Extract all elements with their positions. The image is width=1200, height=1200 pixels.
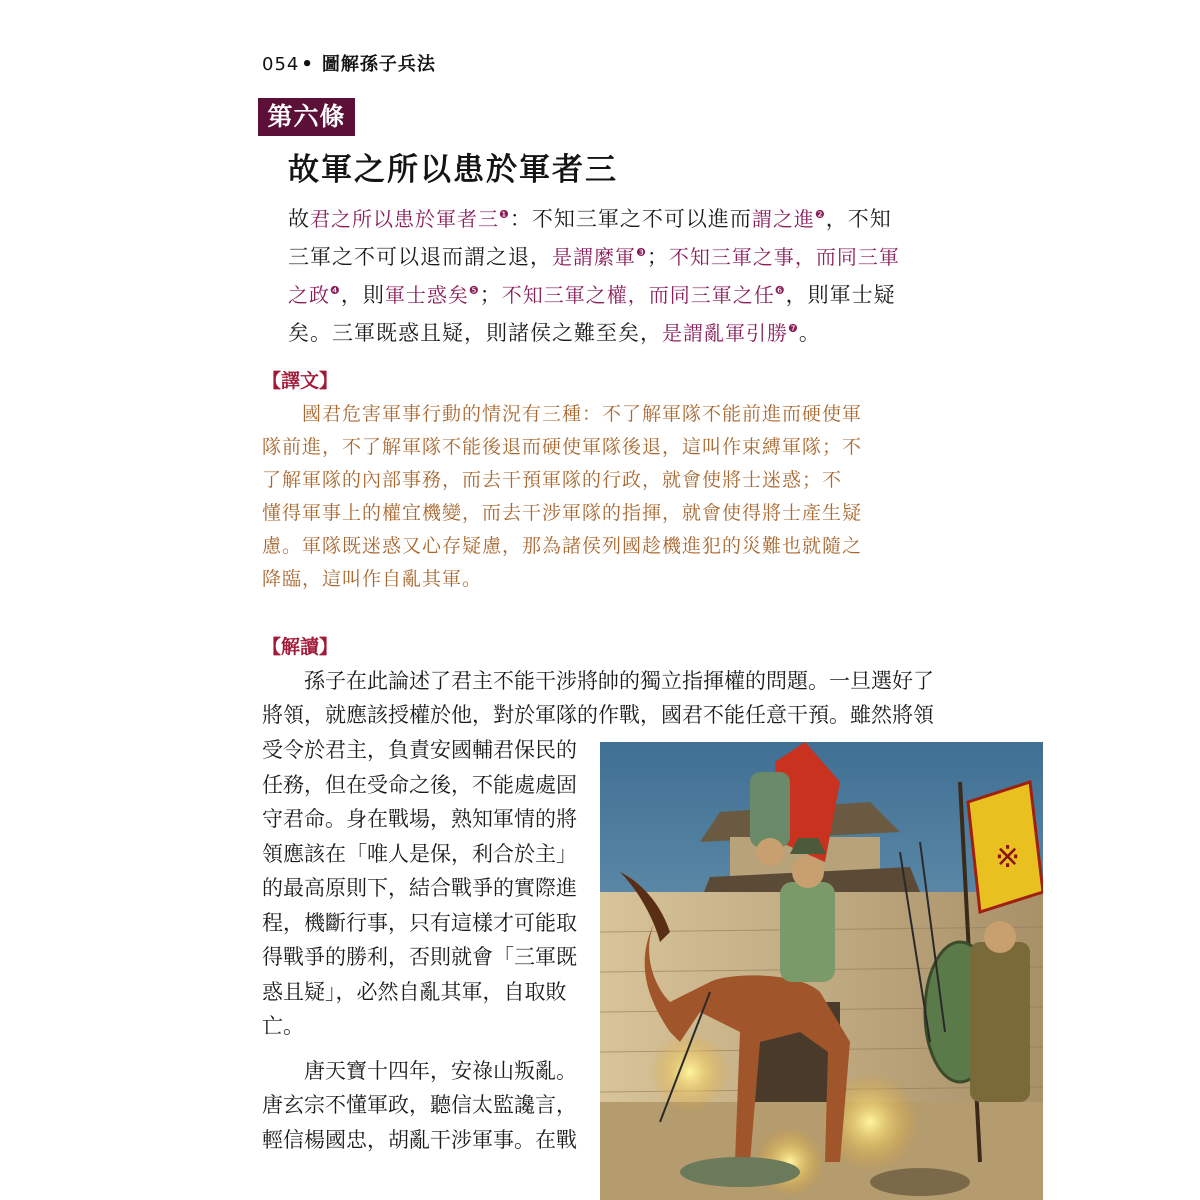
translation-line: 國君危害軍事行動的情況有三種：不了解軍隊不能前進而硬使軍 [262, 403, 863, 425]
reading-line: 唐天寶十四年，安祿山叛亂。 [262, 1058, 577, 1083]
book-title: 圖解孫子兵法 [321, 54, 436, 75]
battle-illustration-svg [600, 742, 1043, 1200]
battle-illustration [600, 742, 1043, 1200]
reading-intro [262, 664, 952, 732]
reading-heading: 【解讀】 [262, 636, 339, 658]
banner-character: ※ [995, 840, 1021, 875]
translation-line: 隊前進，不了解軍隊不能後退而硬使軍隊後退，這叫作束縛軍隊；不 [262, 436, 863, 458]
reading-line: 任務，但在受命之後，不能處處固 [262, 772, 577, 797]
reading-line: 惑且疑」，必然自亂其軍，自取敗 [262, 979, 567, 1004]
original-line-4: 矣。三軍既惑且疑，則諸侯之難至矣，是謂亂軍引勝$^❼$。 [288, 321, 821, 345]
footnote-marker: ❻ [774, 284, 786, 297]
page-header [262, 50, 436, 76]
footnote-marker: ❺ [468, 284, 480, 297]
reading-line: 的最高原則下，結合戰爭的實際進 [262, 876, 577, 900]
reading-line: 受令於君主，負責安國輔君保民的 [262, 738, 577, 762]
original-line-1: 故君之所以患於軍者三$^❶$：不知三軍之不可以進而謂之進$^❷$，不知 [288, 207, 892, 231]
original-line-2: 三軍之不可以退而謂之退，是謂縻軍$^❸$；不知三軍之事，而同三軍 [288, 245, 900, 269]
reading-line: 得戰爭的勝利，否則就會「三軍既 [262, 945, 577, 969]
translation-line: 慮。軍隊既迷惑又心存疑慮，那為諸侯列國趁機進犯的災難也就隨之 [262, 535, 863, 557]
translation-text [262, 398, 942, 596]
reading-line: 輕信楊國忠，胡亂干涉軍事。在戰 [262, 1127, 577, 1152]
section-title: 故軍之所以患於軍者三 [288, 152, 618, 188]
reading-line: 唐玄宗不懂軍政，聽信太監讒言， [262, 1093, 577, 1117]
footnote-marker: ❸ [636, 246, 647, 259]
footnote-marker: ❹ [330, 284, 341, 297]
footnote-marker: ❶ [499, 208, 510, 221]
translation-heading: 【譯文】 [262, 370, 339, 392]
original-text [288, 198, 948, 350]
original-line-3: 之政$^❹$，則軍士惑矣$^❺$；不知三軍之權，而同三軍之任$^❻$，則軍士疑 [288, 283, 896, 307]
translation-line: 降臨，這叫作自亂其軍。 [262, 568, 483, 590]
reading-line: 將領，就應該授權於他，對於軍隊的作戰，國君不能任意干預。雖然將領 [262, 703, 934, 727]
page-number: 054 [262, 54, 300, 75]
header-dot: • [301, 54, 314, 75]
reading-line: 孫子在此論述了君主不能干涉將帥的獨立指揮權的問題。一旦選好了 [262, 669, 934, 693]
reading-column [262, 733, 592, 1157]
reading-line: 守君命。身在戰場，熟知軍情的將 [262, 807, 577, 831]
section-badge: 第六條 [258, 98, 355, 136]
translation-line: 了解軍隊的內部事務，而去干預軍隊的行政，就會使將士迷惑；不 [262, 469, 843, 491]
reading-line: 亡。 [262, 1014, 304, 1038]
translation-line: 懂得軍事上的權宜機變，而去干涉軍隊的指揮，就會使得將士產生疑 [262, 502, 863, 524]
reading-line: 程，機斷行事，只有這樣才可能取 [262, 910, 577, 935]
footnote-marker: ❷ [814, 208, 826, 221]
reading-line: 領應該在「唯人是保，利合於主」 [262, 841, 577, 866]
footnote-marker: ❼ [788, 322, 799, 335]
